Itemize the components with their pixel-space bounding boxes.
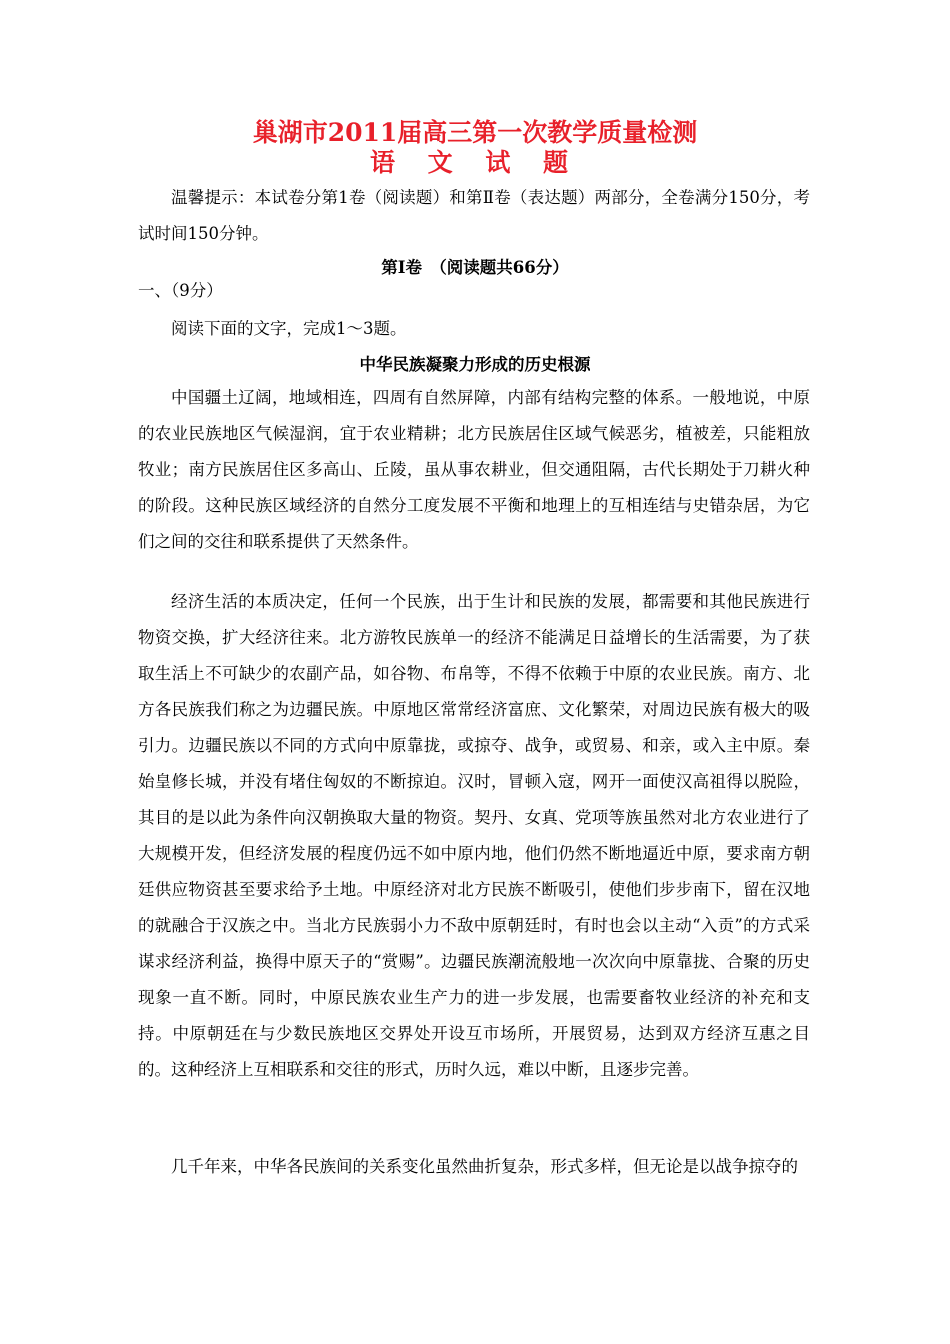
- reading-instruction: 阅读下面的文字，完成1～3题。: [171, 319, 407, 338]
- exam-title: 巢湖市2011届高三第一次教学质量检测: [252, 118, 698, 147]
- paragraph-text: 几千年来，中华各民族间的关系变化虽然曲折复杂，形式多样，但无论是以战争掠夺的: [171, 1157, 798, 1176]
- paragraph-text: 中国疆土辽阔，地域相连，四周有自然屏障，内部有结构完整的体系。一般地说，中原的农业民族地区气候湿润，宜于农业精耕；北方民族居住区域气候恶劣，植被差，只能粗放牧业；南方民族居住区多高山、丘陵，虽从事农耕业，但交通阻隔，古代长期处于刀耕火种的阶段。这种民族区域经济的自然分工度发展不平衡和地理上的互相连结与史错杂居，为它们之间的交往和联系提供了天然条件。: [138, 388, 810, 551]
- paragraph-text: 经济生活的本质决定，任何一个民族，出于生计和民族的发展，都需要和其他民族进行物资交换，扩大经济往来。北方游牧民族单一的经济不能满足日益增长的生活需要，为了获取生活上不可缺少的农副产品，如谷物、布帛等，不得不依赖于中原的农业民族。南方、北方各民族我们称之为边疆民族。中原地区常常经济富庶、文化繁荣，对周边民族有极大的吸引力。边疆民族以不同的方式向中原靠拢，或掠夺、战争，或贸易、和亲，或入主中原。秦始皇修长城，并没有堵住匈奴的不断掠迫。汉时，冒顿入寇，网开一面使汉高祖得以脱险，其目的是以此为条件向汉朝换取大量的物资。契丹、女真、党项等族虽然对北方农业进行了大规模开发，但经济发展的程度仍远不如中原内地，他们仍然不断地逼近中原，要求南方朝廷供应物资甚至要求给予土地。中原经济对北方民族不断吸引，使他们步步南下，留在汉地的就融合于汉族之中。当北方民族弱小力不敌中原朝廷时，有时也会以主动“入贡”的方式采谋求经济利益，换得中原天子的“赏赐”。边疆民族潮流般地一次次向中原靠拢、合聚的历史现象一直不断。同时，中原民族农业生产力的进一步发展，也需要畜牧业经济的补充和支持。中原朝廷在与少数民族地区交界处开设互市场所，开展贸易，达到双方经济互惠之目的。这种经济上互相联系和交往的形式，历时久远，难以中断，且逐步完善。: [138, 592, 810, 1079]
- article-paragraph-3: [138, 1149, 810, 1185]
- article-paragraph-1: [138, 380, 810, 560]
- question-label: 一、（9分）: [138, 281, 223, 300]
- exam-subtitle: 语 文 试 题: [369, 148, 581, 177]
- section-heading: 第Ⅰ卷 （阅读题共66分）: [381, 258, 569, 277]
- article-paragraph-2: [138, 584, 810, 1088]
- notice-text: 温馨提示：本试卷分第1卷（阅读题）和第Ⅱ卷（表达题）两部分，全卷满分150分，考试时间150分钟。: [138, 188, 810, 243]
- notice-paragraph: [138, 180, 810, 252]
- article-title: 中华民族凝聚力形成的历史根源: [359, 355, 591, 374]
